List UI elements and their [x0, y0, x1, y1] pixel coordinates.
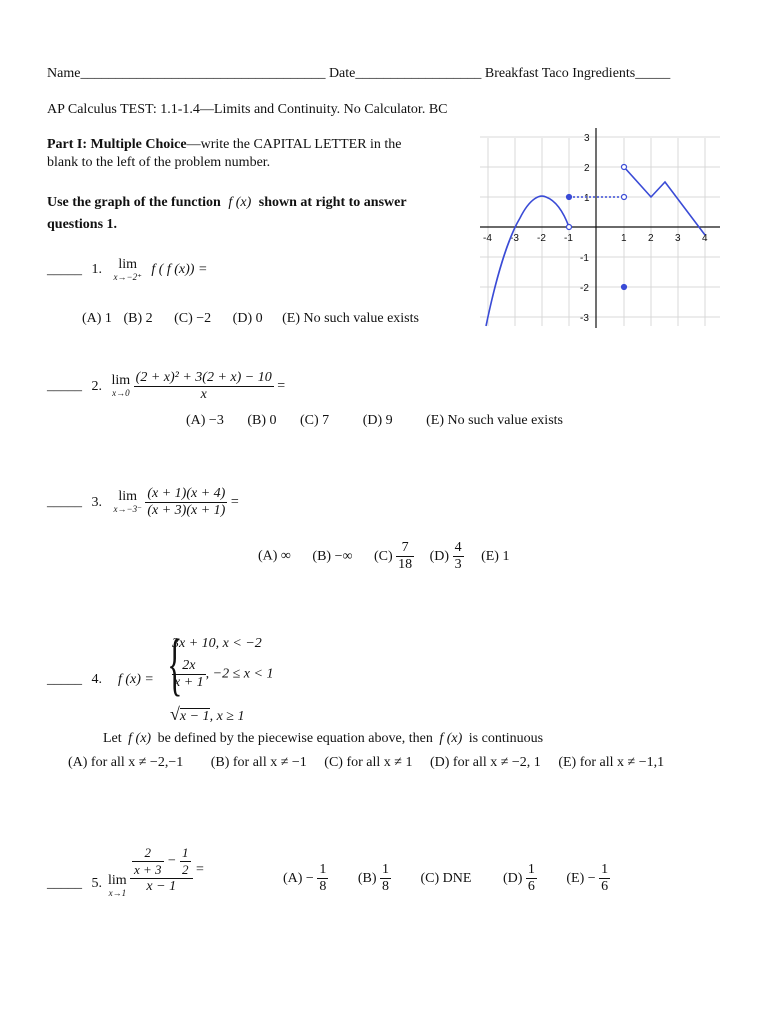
- q2-number: 2.: [91, 378, 102, 394]
- q5-inner-minus: −: [167, 853, 177, 869]
- question-3: [47, 486, 239, 519]
- q3-numerator: (x + 1)(x + 4): [147, 486, 226, 501]
- q5-inner-fraction-2: [180, 845, 191, 878]
- q4-choice-c[interactable]: (C) for all x ≠ 1: [324, 755, 413, 770]
- q5-outer-denominator: x − 1: [146, 879, 177, 894]
- q3-fraction: [145, 486, 227, 519]
- closed-point: [622, 285, 627, 290]
- part1-heading: Part I: Multiple Choice: [47, 137, 187, 152]
- q2-choice-e[interactable]: (E) No such value exists: [426, 413, 563, 428]
- q1-lim-sub: x→−2⁺: [113, 271, 142, 282]
- q4-case-2-cond: , −2 ≤ x < 1: [205, 666, 274, 682]
- q3-lim-text: lim: [118, 489, 137, 505]
- q3-choice-c-num: 7: [396, 540, 414, 557]
- q5-choice-d-fraction: [526, 862, 537, 895]
- part1-instructions-a: —write the CAPITAL LETTER in the: [186, 137, 402, 152]
- y-tick-label: -2: [580, 283, 589, 294]
- q3-choice-c-label: (C): [373, 548, 393, 564]
- q4-case-1: 3x + 10, x < −2: [172, 636, 262, 651]
- q4-stem-c: is continuous: [468, 731, 544, 746]
- q4-fx: f (x) =: [118, 672, 154, 687]
- q4-sqrt-sign: √: [170, 704, 180, 724]
- q3-choice-d-den: 3: [454, 557, 462, 572]
- q5-choice-a-fraction: [317, 862, 328, 895]
- y-tick-label: 1: [584, 193, 590, 204]
- graph-grid: [480, 137, 720, 326]
- header-line: [47, 66, 670, 82]
- q5-limit: [108, 874, 127, 898]
- q5-choice-a-den: 8: [319, 879, 327, 894]
- question-1: [47, 258, 207, 282]
- q5-choice-a-num: 1: [319, 862, 327, 877]
- q5-lim-sub: x→1: [108, 887, 127, 898]
- y-tick-label: 2: [584, 163, 590, 174]
- q1-expression: f ( f (x)) =: [151, 262, 208, 278]
- q5-complex-fraction: [130, 845, 204, 895]
- q2-lim-sub: x→0: [112, 388, 130, 399]
- q5-choice-d[interactable]: [502, 862, 540, 894]
- q2-choices: [186, 413, 563, 429]
- q5-outer-numerator: [130, 845, 193, 879]
- q1-choice-d[interactable]: (D) 0: [232, 311, 263, 326]
- answer-blank-4[interactable]: _____: [47, 672, 82, 687]
- q5-choice-b-label: (B): [357, 870, 377, 886]
- q4-case-2-fraction: [172, 658, 206, 691]
- q4-brace: {: [167, 626, 183, 703]
- q4-case-3-expr: x − 1: [179, 709, 210, 724]
- q5-outer-fraction: [130, 845, 193, 895]
- q5-choice-b-fraction: [380, 862, 391, 895]
- answer-blank-2[interactable]: _____: [47, 378, 82, 394]
- q4-number: 4.: [91, 672, 102, 687]
- q5-choice-d-den: 6: [527, 879, 535, 894]
- q4-case-2-den: x + 1: [174, 675, 204, 690]
- q1-number: 1.: [91, 262, 102, 278]
- q5-choice-b-den: 8: [382, 879, 390, 894]
- q3-limit: [114, 490, 142, 514]
- graph-intro-text-b: shown at right to answer: [258, 195, 407, 210]
- function-graph: [480, 128, 720, 328]
- graph-y-tick-labels: [580, 133, 590, 324]
- q5-inner-num-1: 2: [132, 845, 164, 862]
- q5-inner-den-2: 2: [182, 862, 189, 877]
- q1-choice-c[interactable]: (C) −2: [174, 311, 212, 326]
- open-point: [567, 225, 572, 230]
- q5-inner-fraction-1: [132, 845, 164, 878]
- x-tick-label: 4: [702, 233, 708, 244]
- x-tick-label: 2: [648, 233, 654, 244]
- name-label: Name: [47, 66, 81, 81]
- closed-point: [567, 195, 572, 200]
- date-field[interactable]: __________________: [355, 66, 482, 81]
- answer-blank-3[interactable]: _____: [47, 494, 82, 510]
- x-tick-label: 3: [675, 233, 681, 244]
- q3-choice-d[interactable]: [429, 540, 467, 572]
- x-tick-label: -4: [483, 233, 492, 244]
- q2-lim-text: lim: [111, 373, 131, 389]
- q2-equals: =: [277, 378, 286, 394]
- q4-stem-b: be defined by the piecewise equation above, then: [157, 731, 433, 746]
- q1-choice-a[interactable]: (A) 1: [82, 311, 112, 326]
- parabola-curve: [486, 196, 569, 326]
- open-point: [622, 165, 627, 170]
- q5-choice-b[interactable]: [357, 862, 395, 894]
- q3-choices: [258, 540, 509, 573]
- x-tick-label: -1: [564, 233, 573, 244]
- graph-intro-text-a: Use the graph of the function: [47, 195, 221, 210]
- part1-line1: [47, 137, 402, 153]
- q2-numerator: (2 + x)² + 3(2 + x) − 10: [135, 370, 272, 385]
- q5-lim-text: lim: [108, 873, 127, 888]
- q2-fraction: [134, 370, 274, 403]
- q4-stem-fx2: f (x): [439, 731, 463, 746]
- q3-choice-e[interactable]: (E) 1: [481, 548, 510, 564]
- x-tick-label: 1: [621, 233, 627, 244]
- y-tick-label: -1: [580, 253, 589, 264]
- q2-denominator: x: [200, 387, 207, 402]
- answer-blank-5[interactable]: _____: [47, 876, 82, 891]
- q5-lim-block: [108, 874, 127, 898]
- q3-lim-sub: x→−3⁻: [113, 504, 142, 515]
- q2-choice-c[interactable]: (C) 7: [300, 413, 330, 428]
- q3-choice-c-den: 18: [398, 557, 413, 572]
- q3-choice-d-label: (D): [429, 548, 450, 564]
- q4-case-2: [172, 658, 273, 691]
- q2-choice-b[interactable]: (B) 0: [247, 413, 277, 428]
- q2-limit: [112, 374, 131, 398]
- q4-stem-a: Let: [103, 731, 122, 746]
- q5-choice-b-num: 1: [382, 862, 390, 877]
- q5-choice-a[interactable]: [283, 862, 332, 894]
- right-piece: [624, 167, 705, 235]
- y-tick-label: -3: [580, 313, 589, 324]
- test-title: AP Calculus TEST: 1.1-1.4—Limits and Continuity. No Calculator. BC: [47, 102, 448, 117]
- q3-denominator: (x + 3)(x + 1): [147, 503, 226, 518]
- q1-choices: [82, 311, 419, 327]
- q5-choice-e-den: 6: [601, 879, 609, 894]
- q5-choice-a-label: (A) −: [283, 870, 314, 886]
- q5-prefix: [47, 876, 102, 892]
- graph-intro-fx: f (x): [228, 195, 252, 210]
- answer-blank-1[interactable]: _____: [47, 262, 82, 278]
- q5-choice-d-label: (D): [502, 870, 523, 886]
- date-label: Date: [328, 66, 356, 81]
- graph-intro-line1: [47, 195, 407, 211]
- q1-choice-e[interactable]: (E) No such value exists: [282, 311, 419, 326]
- q4-choice-a[interactable]: (A) for all x ≠ −2,−1: [68, 755, 184, 770]
- q2-choice-d[interactable]: (D) 9: [362, 413, 393, 428]
- q4-choices: [68, 755, 664, 771]
- q5-choice-c[interactable]: (C) DNE: [420, 870, 472, 886]
- q4-choice-b[interactable]: (B) for all x ≠ −1: [210, 755, 307, 770]
- q5-choice-e-label: (E) −: [566, 870, 596, 886]
- x-tick-label: -2: [537, 233, 546, 244]
- q3-choice-d-fraction: [453, 540, 464, 573]
- q5-number: 5.: [91, 876, 102, 891]
- question-2: [47, 370, 285, 403]
- q5-choice-e-num: 1: [601, 862, 609, 877]
- open-point: [622, 195, 627, 200]
- q2-choice-a[interactable]: (A) −3: [186, 413, 224, 428]
- q5-choice-e-fraction: [599, 862, 610, 895]
- q4-stem: [103, 731, 543, 747]
- q3-choice-d-num: 4: [454, 540, 462, 555]
- q4-prefix: [47, 672, 102, 688]
- q1-limit: [114, 258, 142, 282]
- x-tick-label: -3: [510, 233, 519, 244]
- q3-choice-c-fraction: [396, 540, 414, 573]
- extra-field[interactable]: _____: [635, 66, 671, 81]
- q3-choice-c[interactable]: [373, 540, 418, 572]
- q5-equals: =: [196, 862, 204, 878]
- q3-choice-b[interactable]: (B) −∞: [312, 548, 353, 564]
- q5-inner-den-1: x + 3: [134, 862, 162, 877]
- q1-lim-text: lim: [118, 257, 137, 272]
- q5-inner-num-2: 1: [182, 845, 189, 860]
- q3-choice-a[interactable]: (A) ∞: [258, 548, 291, 564]
- graph-intro-line2: questions 1.: [47, 217, 118, 232]
- q4-case-3-cond: , x ≥ 1: [209, 709, 245, 724]
- q5-choice-d-num: 1: [527, 862, 535, 877]
- q4-stem-fx: f (x): [128, 731, 152, 746]
- q4-case-2-num: 2x: [172, 658, 206, 675]
- part1-instructions-b: blank to the left of the problem number.: [47, 155, 271, 170]
- name-field[interactable]: ___________________________________: [80, 66, 326, 81]
- q1-choice-b[interactable]: (B) 2: [123, 311, 153, 326]
- extra-label: Breakfast Taco Ingredients: [484, 66, 636, 81]
- q4-choice-e[interactable]: (E) for all x ≠ −1,1: [558, 755, 665, 770]
- graph-axes: [480, 128, 720, 328]
- y-tick-label: 3: [584, 133, 590, 144]
- q3-equals: =: [230, 494, 239, 510]
- q4-choice-d[interactable]: (D) for all x ≠ −2, 1: [429, 755, 541, 770]
- q4-case-3: [170, 704, 244, 725]
- q5-choice-e[interactable]: [566, 862, 610, 894]
- q5-choices: [283, 862, 610, 895]
- q3-number: 3.: [91, 494, 102, 510]
